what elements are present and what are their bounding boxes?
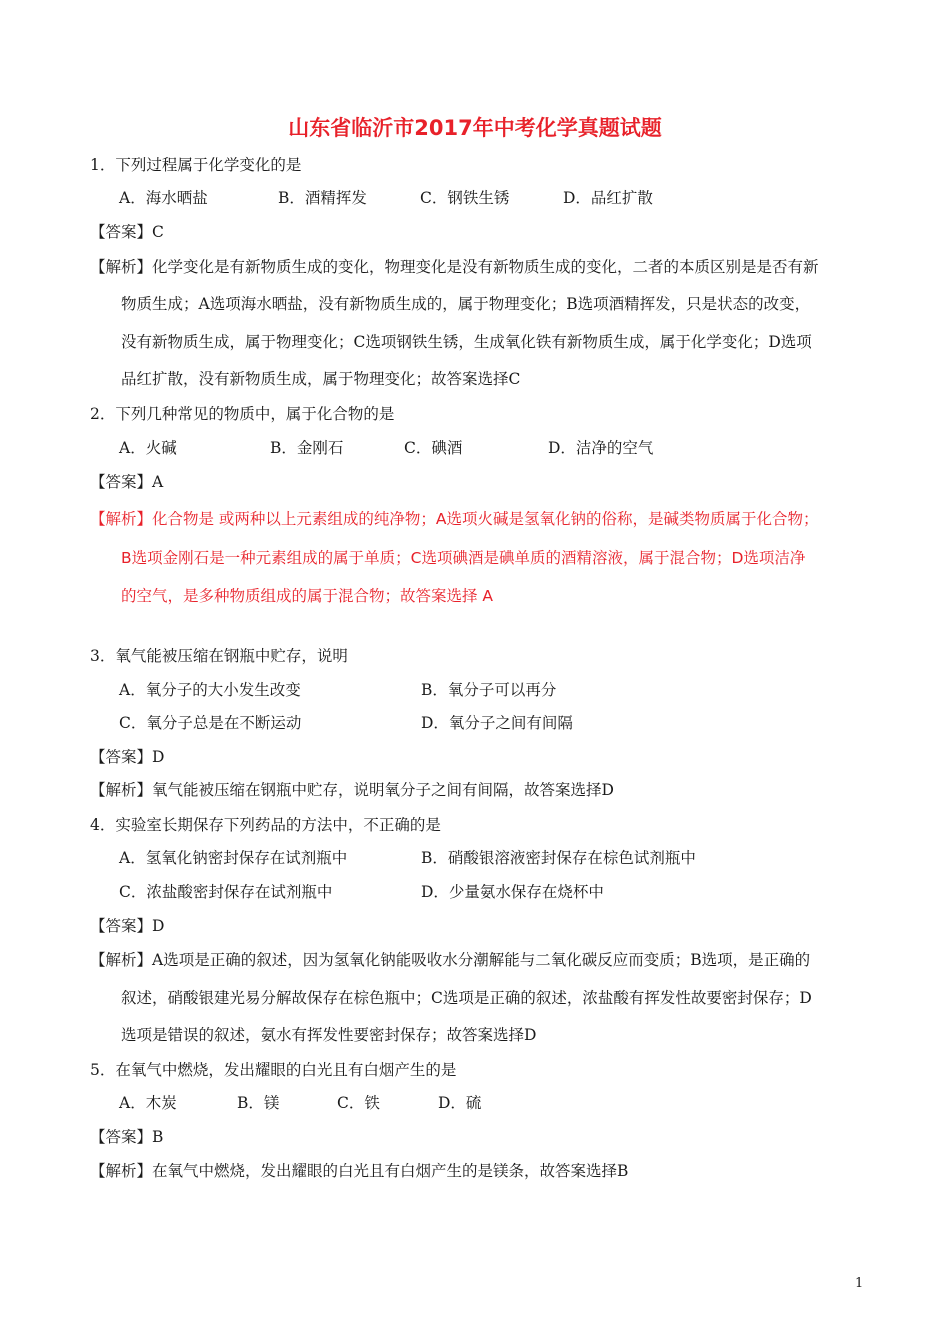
question-5-option-d: D．硫 (438, 1094, 482, 1112)
question-1-stem: 1．下列过程属于化学变化的是 (90, 156, 302, 174)
question-2-answer: 【答案】A (90, 473, 164, 491)
question-4-analysis-line-3: 选项是错误的叙述，氨水有挥发性要密封保存；故答案选择D (121, 1026, 537, 1044)
question-5-option-c: C．铁 (337, 1094, 380, 1112)
question-4-stem: 4．实验室长期保存下列药品的方法中，不正确的是 (90, 816, 441, 834)
question-5-option-a: A．木炭 (119, 1094, 177, 1112)
page-title: 山东省临沂市2017年中考化学真题试题 (288, 116, 662, 140)
question-3-answer: 【答案】D (90, 748, 165, 766)
question-4-option-b: B．硝酸银溶液密封保存在棕色试剂瓶中 (421, 849, 696, 867)
question-3-option-b: B．氧分子可以再分 (421, 681, 557, 699)
question-1-answer: 【答案】C (90, 223, 164, 241)
question-3-analysis-line-1: 【解析】氧气能被压缩在钢瓶中贮存，说明氧分子之间有间隔，故答案选择D (90, 781, 614, 799)
question-2-analysis-line-3: 的空气，是多种物质组成的属于混合物；故答案选择 A (121, 587, 494, 605)
question-1-analysis-line-1: 【解析】化学变化是有新物质生成的变化，物理变化是没有新物质生成的变化，二者的本质区别是是否有新 (90, 258, 819, 276)
question-4-analysis-line-2: 叙述，硝酸银建光易分解故保存在棕色瓶中；C选项是正确的叙述，浓盐酸有挥发性故要密封保存；D (121, 989, 812, 1007)
question-1-analysis-line-3: 没有新物质生成，属于物理变化；C选项钢铁生锈，生成氧化铁有新物质生成，属于化学变化；D选项 (121, 333, 812, 351)
question-2-stem: 2．下列几种常见的物质中，属于化合物的是 (90, 405, 395, 423)
question-1-option-b: B．酒精挥发 (278, 189, 367, 207)
page-number: 1 (855, 1276, 864, 1291)
question-4-option-c: C．浓盐酸密封保存在试剂瓶中 (119, 883, 333, 901)
question-2-analysis-line-2: B选项金刚石是一种元素组成的属于单质；C选项碘酒是碘单质的酒精溶液，属于混合物；D选项洁净 (121, 549, 806, 567)
question-1-option-a: A．海水晒盐 (119, 189, 208, 207)
question-1-option-c: C．钢铁生锈 (420, 189, 510, 207)
question-3-option-d: D．氧分子之间有间隔 (421, 714, 573, 732)
question-5-analysis-line-1: 【解析】在氧气中燃烧，发出耀眼的白光且有白烟产生的是镁条，故答案选择B (90, 1162, 629, 1180)
question-4-analysis-line-1: 【解析】A选项是正确的叙述，因为氢氧化钠能吸收水分潮解能与二氧化碳反应而变质；B选项，是正确的 (90, 951, 811, 969)
question-2-option-b: B．金刚石 (270, 439, 344, 457)
question-4-option-a: A．氢氧化钠密封保存在试剂瓶中 (119, 849, 348, 867)
question-4-answer: 【答案】D (90, 917, 165, 935)
question-2-option-d: D．洁净的空气 (548, 439, 654, 457)
question-2-option-a: A．火碱 (119, 439, 177, 457)
question-5-option-b: B．镁 (237, 1094, 280, 1112)
question-2-analysis-line-1: 【解析】化合物是 或两种以上元素组成的纯净物；A选项火碱是氢氧化钠的俗称，是碱类物质属于化合物； (90, 510, 819, 528)
question-2-option-c: C．碘酒 (404, 439, 463, 457)
question-3-option-a: A．氧分子的大小发生改变 (119, 681, 301, 699)
question-3-stem: 3．氧气能被压缩在钢瓶中贮存，说明 (90, 647, 348, 665)
question-1-option-d: D．品红扩散 (563, 189, 653, 207)
question-1-analysis-line-2: 物质生成；A选项海水晒盐，没有新物质生成的，属于物理变化；B选项酒精挥发，只是状态的改变， (121, 295, 811, 313)
question-3-option-c: C．氧分子总是在不断运动 (119, 714, 302, 732)
question-5-stem: 5．在氧气中燃烧，发出耀眼的白光且有白烟产生的是 (90, 1061, 457, 1079)
question-4-option-d: D．少量氨水保存在烧杯中 (421, 883, 604, 901)
question-1-analysis-line-4: 品红扩散，没有新物质生成，属于物理变化；故答案选择C (121, 370, 521, 388)
question-5-answer: 【答案】B (90, 1128, 164, 1146)
